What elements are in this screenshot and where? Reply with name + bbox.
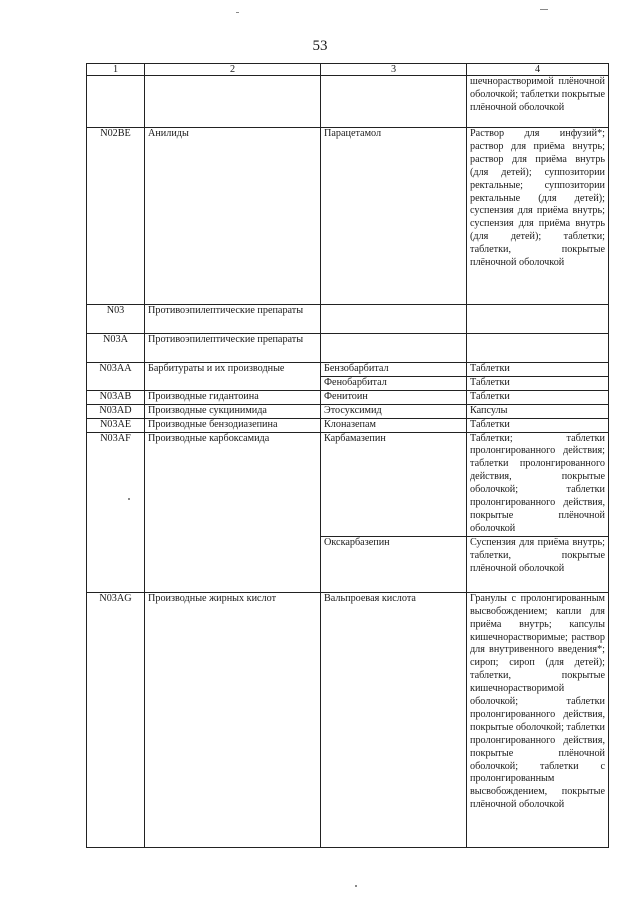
atc-code-cell: N03AA (87, 363, 145, 391)
table-row (87, 76, 609, 128)
atc-code-cell: N03AE (87, 418, 145, 432)
table-row (87, 418, 609, 432)
drug-cell: Вальпроевая кислота (321, 592, 467, 847)
drug-cell (321, 334, 467, 363)
table-row (87, 404, 609, 418)
drug-cell: Бензобарбитал (321, 363, 467, 377)
table-header-row (87, 64, 609, 76)
table-row (87, 432, 609, 536)
dosage-form-cell: Таблетки (467, 363, 609, 377)
table-row (87, 305, 609, 334)
dosage-form-cell: Таблетки (467, 376, 609, 390)
atc-code-cell: N03AD (87, 404, 145, 418)
drug-cell: Окскарбазепин (321, 536, 467, 592)
dosage-form-cell: Капсулы (467, 404, 609, 418)
header-col-4: 4 (467, 64, 609, 76)
dosage-form-cell (467, 305, 609, 334)
table-row (87, 592, 609, 847)
group-cell: Противоэпилептические препараты (145, 305, 321, 334)
dosage-form-cell: шечнорастворимой плёночной оболочкой; таблетки покрытые плёночной оболочкой (467, 76, 609, 128)
table-row (87, 363, 609, 377)
scan-speck (540, 9, 548, 10)
table-row (87, 128, 609, 305)
scan-speck (128, 498, 130, 500)
scan-speck (236, 12, 239, 13)
dosage-form-cell (467, 334, 609, 363)
scan-speck (355, 885, 357, 887)
drug-cell: Фенитоин (321, 390, 467, 404)
dosage-form-cell: Раствор для инфузий*; раствор для приёма внутрь; раствор для приёма внутрь (для детей); суппозитории ректальные; суппозитории ректальные (для детей); суспензия для приёма внутрь; суспензия для приёма внутрь (для детей); таблетки; таблетки, покрытые плёночной оболочкой (467, 128, 609, 305)
dosage-form-cell: Таблетки (467, 418, 609, 432)
table-row (87, 334, 609, 363)
group-cell: Производные жирных кислот (145, 592, 321, 847)
group-cell: Производные гидантоина (145, 390, 321, 404)
page-number: 53 (312, 38, 328, 54)
dosage-form-cell: Таблетки; таблетки пролонгированного действия; таблетки пролонгированного действия, покрытые оболочкой; таблетки пролонгированного действия, покрытые плёночной оболочкой (467, 432, 609, 536)
atc-code-cell: N03A (87, 334, 145, 363)
atc-code-cell (87, 76, 145, 128)
group-cell (145, 76, 321, 128)
group-cell: Противоэпилептические препараты (145, 334, 321, 363)
drug-cell (321, 305, 467, 334)
group-cell: Анилиды (145, 128, 321, 305)
dosage-form-cell: Гранулы с пролонгированным высвобождением; капли для приёма внутрь; капсулы кишечнорастворимые; раствор для внутривенного введения*; сироп; сироп (для детей); таблетки, покрытые кишечнорастворимой оболочкой; таблетки пролонгированного действия, покрытые оболочкой; таблетки пролонгированного действия, покрытые плёночной оболочкой; таблетки с пролонгированным высвобождением, покрытые плёночной оболочкой (467, 592, 609, 847)
drug-cell: Клоназепам (321, 418, 467, 432)
table-row (87, 390, 609, 404)
header-col-2: 2 (145, 64, 321, 76)
drug-cell (321, 76, 467, 128)
atc-code-cell: N02BE (87, 128, 145, 305)
header-col-3: 3 (321, 64, 467, 76)
atc-code-cell: N03AB (87, 390, 145, 404)
drug-cell: Карбамазепин (321, 432, 467, 536)
group-cell: Производные сукцинимида (145, 404, 321, 418)
group-cell: Производные бензодиазепина (145, 418, 321, 432)
drug-cell: Фенобарбитал (321, 376, 467, 390)
drug-cell: Парацетамол (321, 128, 467, 305)
group-cell: Барбитураты и их производные (145, 363, 321, 391)
drug-cell: Этосуксимид (321, 404, 467, 418)
atc-code-cell: N03 (87, 305, 145, 334)
group-cell: Производные карбоксамида (145, 432, 321, 592)
dosage-form-cell: Суспензия для приёма внутрь; таблетки, покрытые плёночной оболочкой (467, 536, 609, 592)
dosage-form-cell: Таблетки (467, 390, 609, 404)
header-col-1: 1 (87, 64, 145, 76)
drug-table (86, 63, 609, 848)
atc-code-cell: N03AG (87, 592, 145, 847)
atc-code-cell: N03AF (87, 432, 145, 592)
